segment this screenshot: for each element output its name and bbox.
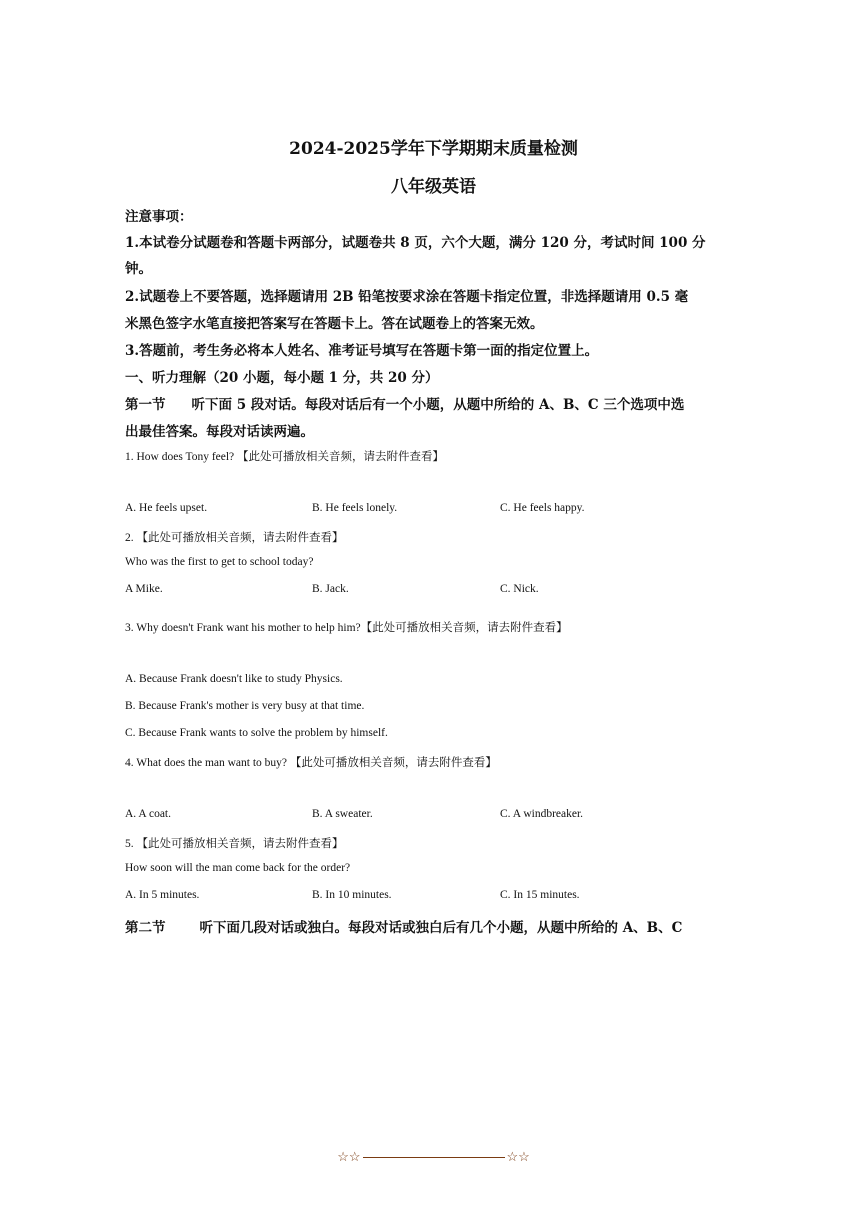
exam-title: 2024-2025学年下学期期末质量检测 xyxy=(289,139,578,159)
exam-subtitle: 八年级英语 xyxy=(391,177,476,197)
section-2-line-1 xyxy=(125,916,725,936)
question-4-option-b: B. A sweater. xyxy=(312,808,373,820)
question-3-option-c: C. Because Frank wants to solve the problem by himself. xyxy=(125,727,388,739)
section-1-line-2: 出最佳答案。每段对话读两遍。 xyxy=(125,424,314,440)
star-icon-right: ☆☆ xyxy=(506,1150,530,1165)
notice-item-2-line-2: 米黑色签字水笔直接把答案写在答题卡上。答在试题卷上的答案无效。 xyxy=(125,316,544,332)
footer-divider xyxy=(363,1157,505,1158)
notice-item-2-line-1: 2.试题卷上不要答题，选择题请用 2B 铅笔按要求涂在答题卡指定位置，非选择题请用 0.5 毫 xyxy=(125,289,689,305)
question-2-option-c: C. Nick. xyxy=(500,583,539,595)
question-3-option-b: B. Because Frank's mother is very busy at that time. xyxy=(125,700,365,712)
question-5-stem: 5. 【此处可播放相关音频，请去附件查看】 xyxy=(125,838,344,850)
section-1-instruction: 听下面 5 段对话。每段对话后有一个小题，从题中所给的 A、B、C 三个选项中选 xyxy=(191,397,685,413)
notice-heading: 注意事项： xyxy=(125,209,193,225)
section-2-label: 第二节 xyxy=(125,920,166,936)
question-5-option-a: A. In 5 minutes. xyxy=(125,889,200,901)
question-1-option-c: C. He feels happy. xyxy=(500,502,585,514)
question-5-sub: How soon will the man come back for the order? xyxy=(125,862,351,874)
section-1-label: 第一节 xyxy=(125,397,166,413)
question-4-option-c: C. A windbreaker. xyxy=(500,808,584,820)
notice-item-3: 3.答题前，考生务必将本人姓名、准考证号填写在答题卡第一面的指定位置上。 xyxy=(125,343,599,359)
notice-item-1-line-1: 1.本试卷分试题卷和答题卡两部分，试题卷共 8 页，六个大题，满分 120 分，考试时间 100 分 xyxy=(125,235,706,251)
question-2-option-a: A Mike. xyxy=(125,583,163,595)
notice-item-1-line-2: 钟。 xyxy=(125,261,152,277)
question-4-option-a: A. A coat. xyxy=(125,808,171,820)
part-1-heading: 一、听力理解（20 小题，每小题 1 分，共 20 分） xyxy=(125,370,439,386)
question-1-stem: 1. How does Tony feel? 【此处可播放相关音频，请去附件查看】 xyxy=(125,451,445,463)
question-3-stem: 3. Why doesn't Frank want his mother to help him?【此处可播放相关音频，请去附件查看】 xyxy=(125,622,568,634)
question-1-option-a: A. He feels upset. xyxy=(125,502,208,514)
question-2-sub: Who was the first to get to school today? xyxy=(125,556,314,568)
section-1-line-1 xyxy=(125,393,725,413)
question-4-stem: 4. What does the man want to buy? 【此处可播放相关音频，请去附件查看】 xyxy=(125,757,497,769)
question-1-option-b: B. He feels lonely. xyxy=(312,502,398,514)
star-icon-left: ☆☆ xyxy=(337,1150,361,1165)
question-5-option-b: B. In 10 minutes. xyxy=(312,889,392,901)
question-5-option-c: C. In 15 minutes. xyxy=(500,889,580,901)
question-2-option-b: B. Jack. xyxy=(312,583,349,595)
page-footer-ornament xyxy=(0,1150,867,1165)
question-2-stem: 2. 【此处可播放相关音频，请去附件查看】 xyxy=(125,532,344,544)
question-3-option-a: A. Because Frank doesn't like to study Physics. xyxy=(125,673,343,685)
section-2-instruction: 听下面几段对话或独白。每段对话或独白后有几个小题，从题中所给的 A、B、C xyxy=(199,920,683,936)
